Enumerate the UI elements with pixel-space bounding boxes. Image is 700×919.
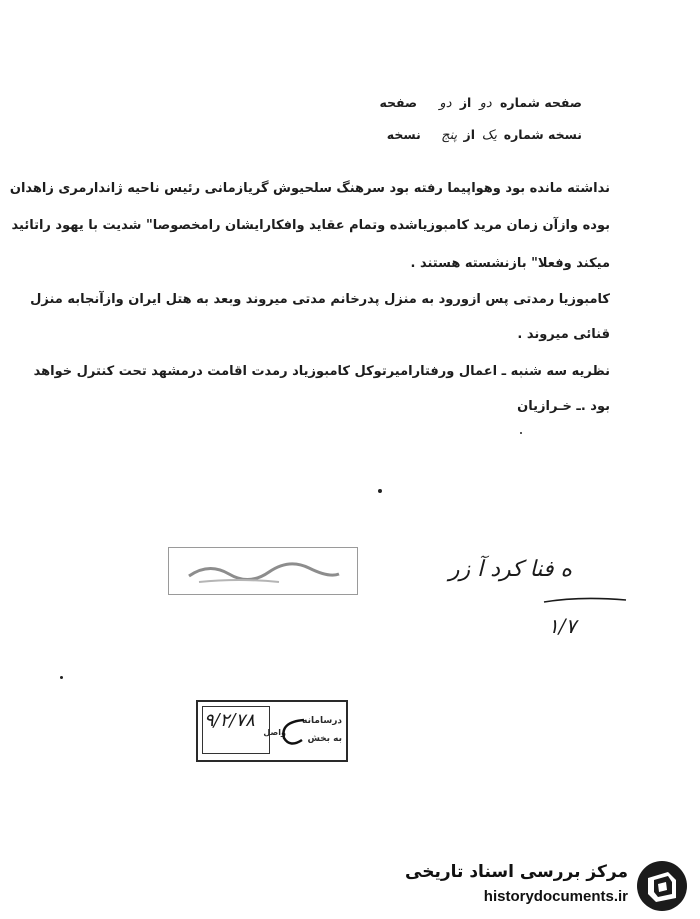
archive-url: historydocuments.ir xyxy=(483,888,628,905)
stamp-handwritten-date: ۹/۲/۷۸ xyxy=(204,710,255,731)
faded-stamp-scribble xyxy=(169,548,357,594)
reception-stamp xyxy=(196,700,348,762)
page-number-of: از xyxy=(459,95,472,110)
handwritten-date: ۱/۷ xyxy=(548,614,577,638)
body-line-2: بوده وازآن زمان مرید کامبوزیاشده وتمام عقاید وافکارایشان رامخصوصا" شدیت با یهود راتائید xyxy=(11,218,610,233)
body-line-6: نظریه سه شنبه ـ اعمال ورفتارامیرتوکل کامبوزیاد رمدت اقامت درمشهد تحت کنترل خواهد xyxy=(33,364,610,379)
page-number-value: دو xyxy=(479,96,492,111)
page-number-total: دو xyxy=(439,96,452,111)
copy-number-label: نسخه شماره xyxy=(503,127,582,142)
archive-watermark xyxy=(400,852,700,919)
ink-speck xyxy=(378,489,382,493)
stamp-line-1: درسامانه xyxy=(302,716,342,726)
faded-stamp xyxy=(168,547,358,595)
copy-number-total: پنج xyxy=(441,128,458,143)
page-number-label: صفحه شماره xyxy=(500,95,582,110)
body-line-7: بود .ـ خـرازیان xyxy=(517,399,610,414)
stamp-scribble xyxy=(274,712,314,752)
body-line-1: نداشته مانده بود وهواپیما رفته بود سرهنگ سلحیوش گریازمانی رئیس ناحیه ژاندارمری زاهدان xyxy=(9,181,610,196)
ink-speck xyxy=(520,432,522,434)
signature-underline xyxy=(540,594,630,608)
archive-title: مرکز بررسی اسناد تاریخی xyxy=(405,862,628,882)
body-line-5: قنائی میروند . xyxy=(517,327,610,342)
copy-number-of: از xyxy=(463,127,475,142)
stamp-line-3: واصل xyxy=(263,728,286,737)
stamp-line-2: به بخش xyxy=(307,734,342,744)
handwritten-signature: ه فنا کرد آ زر xyxy=(448,557,572,582)
ink-speck xyxy=(60,676,63,679)
body-line-4: کامبوزیا رمدتی پس ازورود به منزل پدرخانم مدتی میروند وبعد به هتل ایران وازآنجابه منزل xyxy=(30,292,610,307)
copy-number-line xyxy=(387,127,582,143)
body-line-3: میکند وفعلا" بازنشسته هستند . xyxy=(410,256,610,271)
page-number-suffix: صفحه xyxy=(379,95,418,110)
copy-number-value: یک xyxy=(481,128,497,143)
archive-logo-icon xyxy=(634,858,690,914)
copy-number-suffix: نسخه xyxy=(386,127,421,142)
page-number-line xyxy=(379,95,582,111)
